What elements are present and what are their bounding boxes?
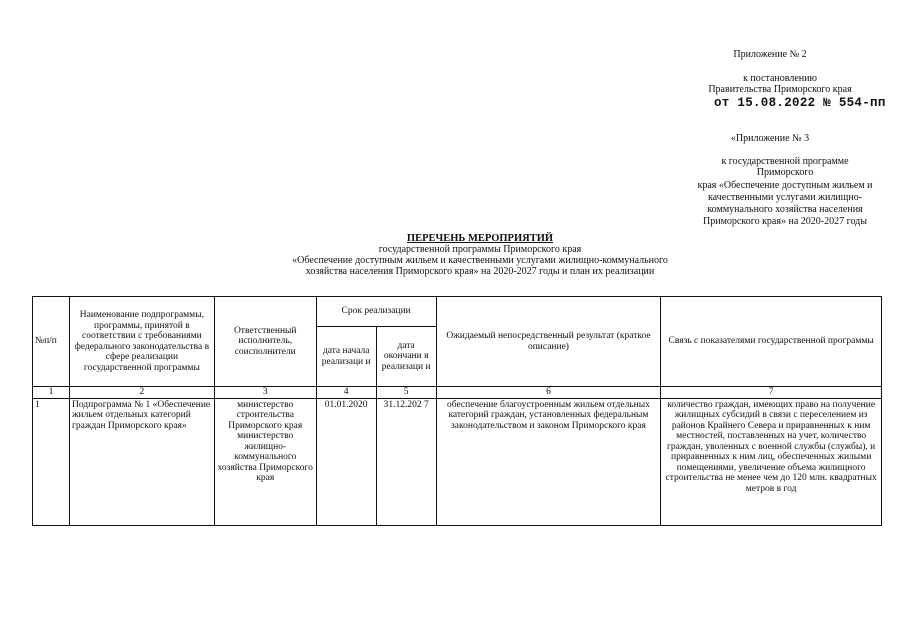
header-result: Ожидаемый непосредственный результат (краткое описание): [436, 297, 661, 387]
table-row: [33, 398, 882, 525]
col-number: 2: [69, 387, 214, 399]
header-name: Наименование подпрограммы, программы, принятой в соответствии с требованиями федерального законодательства в сфере реализации государственной программы: [69, 297, 214, 387]
row-end-date: 31.12.202 7: [376, 398, 436, 525]
header-num: №п/п: [33, 297, 70, 387]
program-line-5: коммунального хозяйства населения: [707, 204, 863, 215]
row-start-date: 01.01.2020: [316, 398, 376, 525]
program-line-2: Приморского: [756, 167, 814, 178]
title-line-3: хозяйства населения Приморского края» на 2020-2027 годы и план их реализации: [305, 266, 655, 277]
row-num: 1: [33, 398, 70, 525]
column-numbers-row: [33, 387, 882, 399]
header-end-date: дата окончани я реализаци и: [376, 327, 436, 387]
row-link: количество граждан, имеющих право на получение жилищных субсидий в связи с переселением из районов Крайнего Севера и приравненных к ним местностей, поставленных на учет, количество граждан, уволенных с военной службы (службы), и приравненных к ним лиц, обеспеченных жилыми помещениями, увеличение объема жилищного строительства не менее чем до 120 млн. квадратных метров в год: [661, 398, 882, 525]
col-number: 5: [376, 387, 436, 399]
title-line-2: «Обеспечение доступным жильем и качественными услугами жилищно-коммунального: [292, 255, 668, 266]
col-number: 4: [316, 387, 376, 399]
title-main: ПЕРЕЧЕНЬ МЕРОПРИЯТИЙ: [406, 233, 554, 244]
document-title: [200, 233, 760, 277]
program-line-1: к государственной программе: [721, 156, 849, 167]
row-name: Подпрограмма № 1 «Обеспечение жильем отдельных категорий граждан Приморского края»: [69, 398, 214, 525]
measures-table: [32, 296, 882, 526]
row-executor: министерство строительства Приморского края министерство жилищно-коммунального хозяйства Приморского края: [214, 398, 316, 525]
resolution-label: к постановлению: [743, 73, 817, 84]
col-number: 6: [436, 387, 661, 399]
header-executor: Ответственный исполнитель, соисполнители: [214, 297, 316, 387]
header-start-date: дата начала реализаци и: [316, 327, 376, 387]
col-number: 7: [661, 387, 882, 399]
appendix-label: Приложение № 2: [733, 49, 807, 60]
title-line-1: государственной программы Приморского края: [378, 244, 582, 255]
col-number: 3: [214, 387, 316, 399]
row-result: обеспечение благоустроенным жильем отдельных категорий граждан, установленных федеральным законодательством и законом Приморского края: [436, 398, 661, 525]
government-label: Правительства Приморского края: [708, 84, 852, 95]
header-period: Срок реализации: [316, 297, 436, 327]
appendix-quote-label: «Приложение № 3: [730, 133, 810, 144]
program-line-4: качественными услугами жилищно-: [707, 192, 863, 203]
header-link: Связь с показателями государственной программы: [661, 297, 882, 387]
decree-number: от 15.08.2022 № 554-пп: [714, 96, 886, 110]
program-line-6: Приморского края» на 2020-2027 годы: [703, 216, 867, 227]
col-number: 1: [33, 387, 70, 399]
program-line-3: края «Обеспечение доступным жильем и: [697, 180, 873, 191]
